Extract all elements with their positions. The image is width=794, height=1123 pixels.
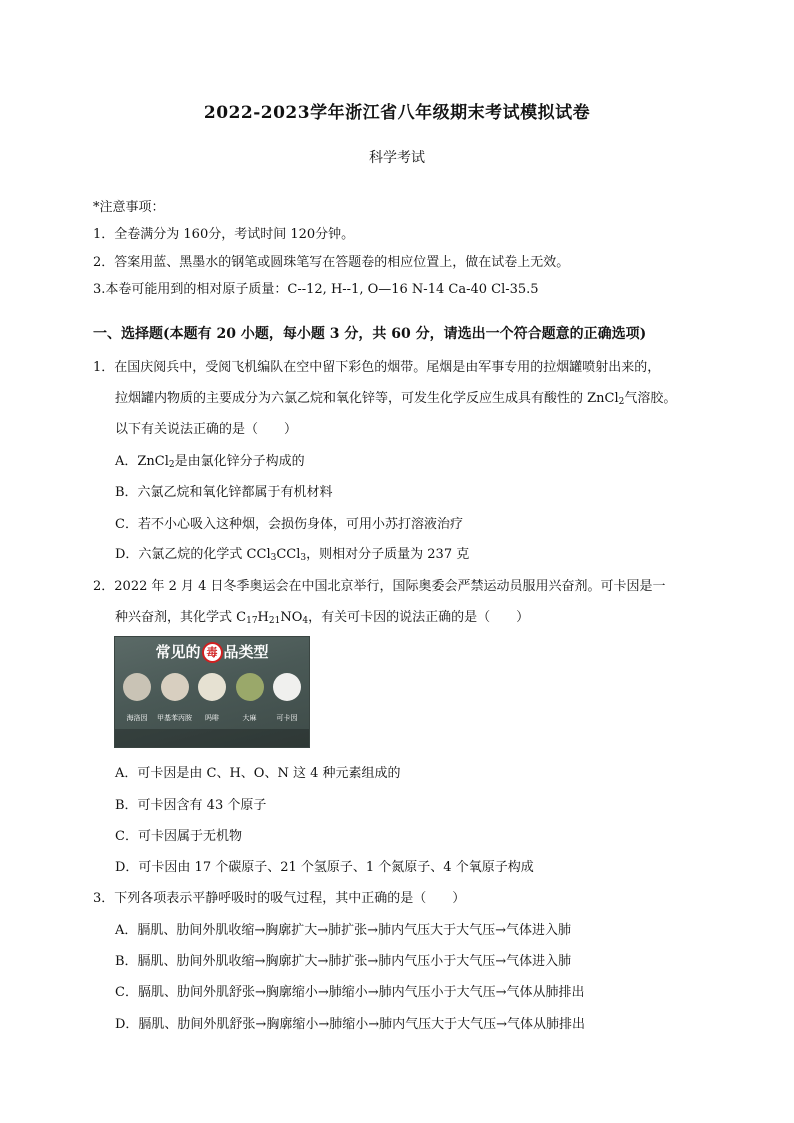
figure-item (196, 673, 228, 723)
note-item-2: 2．答案用蓝、黑墨水的钢笔或圆珠笔写在答题卷的相应位置上，做在试卷上无效。 (93, 255, 570, 270)
note-item-1: 1．全卷满分为 160分，考试时间 120分钟。 (93, 227, 355, 242)
q3-option-b: B．膈肌、肋间外肌收缩→胸廓扩大→肺扩张→肺内气压小于大气压→气体进入肺 (115, 954, 572, 969)
drug-sample-icon (198, 673, 226, 701)
q3-option-a: A．膈肌、肋间外肌收缩→胸廓扩大→肺扩张→肺内气压大于大气压→气体进入肺 (115, 923, 571, 938)
drug-sample-icon (236, 673, 264, 701)
q3-stem: 3．下列各项表示平静呼吸时的吸气过程，其中正确的是（ ） (93, 891, 466, 906)
figure-bottom-stripe (115, 729, 309, 747)
q1-option-c: C．若不小心吸入这种烟，会损伤身体，可用小苏打溶液治疗 (115, 517, 463, 532)
q2-option-a: A．可卡因是由 C、H、O、N 这 4 种元素组成的 (115, 766, 401, 781)
drug-types-figure (114, 636, 310, 748)
figure-item-label: 海洛因 (126, 714, 148, 722)
drug-sample-icon (123, 673, 151, 701)
drug-sample-icon (161, 673, 189, 701)
figure-item (121, 673, 153, 723)
q2-line-2: 种兴奋剂，其化学式 $C_{17}H_{21}NO_4$，有关可卡因的说法正确的是（ ） (115, 610, 530, 626)
note-item-3: 3.本卷可能用到的相对原子质量：C--12, H--1, O—16 N-14 Ca-40 Cl-35.5 (93, 282, 539, 297)
q1-option-a: A．ZnCl$_2$是由氯化锌分子构成的 (115, 454, 305, 470)
figure-item-label: 甲基苯丙胺 (157, 714, 192, 722)
section-title: 一、选择题(本题有 20 小题，每小题 3 分，共 60 分，请选出一个符合题意的正确选项) (93, 326, 647, 342)
notes-heading: *注意事项： (93, 200, 165, 215)
q2-option-c: C．可卡因属于无机物 (115, 829, 242, 844)
q1-option-b: B．六氯乙烷和氧化锌都属于有机材料 (115, 485, 333, 500)
q1-line-3: 以下有关说法正确的是（ ） (115, 422, 298, 437)
figure-item (234, 673, 266, 723)
figure-items (121, 673, 303, 723)
drug-sample-icon (273, 673, 301, 701)
q3-option-d: D．膈肌、肋间外肌舒张→胸廓缩小→肺缩小→肺内气压大于大气压→气体从肺排出 (115, 1017, 585, 1032)
figure-item-label: 可卡因 (276, 714, 298, 722)
q3-option-c: C．膈肌、肋间外肌舒张→胸廓缩小→肺缩小→肺内气压小于大气压→气体从肺排出 (115, 985, 585, 1000)
q2-line-1: 2．2022 年 2 月 4 日冬季奥运会在中国北京举行，国际奥委会严禁运动员服用兴奋剂。可卡因是一 (93, 579, 666, 594)
prohibition-badge-icon: 毒 (202, 642, 223, 663)
figure-item-label: 吗啡 (205, 714, 219, 722)
q2-option-b: B．可卡因含有 43 个原子 (115, 798, 267, 813)
exam-title: 2022-2023学年浙江省八年级期末考试模拟试卷 (203, 103, 591, 123)
figure-item-label: 大麻 (242, 714, 257, 722)
q1-line-1: 1．在国庆阅兵中，受阅飞机编队在空中留下彩色的烟带。尾烟是由军事专用的拉烟罐喷射出来的， (93, 360, 661, 375)
exam-subtitle: 科学考试 (369, 150, 425, 166)
q1-option-d: D．六氯乙烷的化学式 CCl$_3$CCl$_3$，则相对分子质量为 237 克 (115, 547, 470, 563)
q2-option-d: D．可卡因由 17 个碳原子、21 个氢原子、1 个氮原子、4 个氧原子构成 (115, 860, 534, 875)
figure-item (271, 673, 303, 723)
q1-line-2: 拉烟罐内物质的主要成分为六氯乙烷和氧化锌等，可发生化学反应生成具有酸性的 ZnCl$_2$气溶胶。 (115, 391, 677, 407)
figure-item (159, 673, 191, 723)
figure-heading: 常见的 毒 品类型 (155, 643, 269, 661)
